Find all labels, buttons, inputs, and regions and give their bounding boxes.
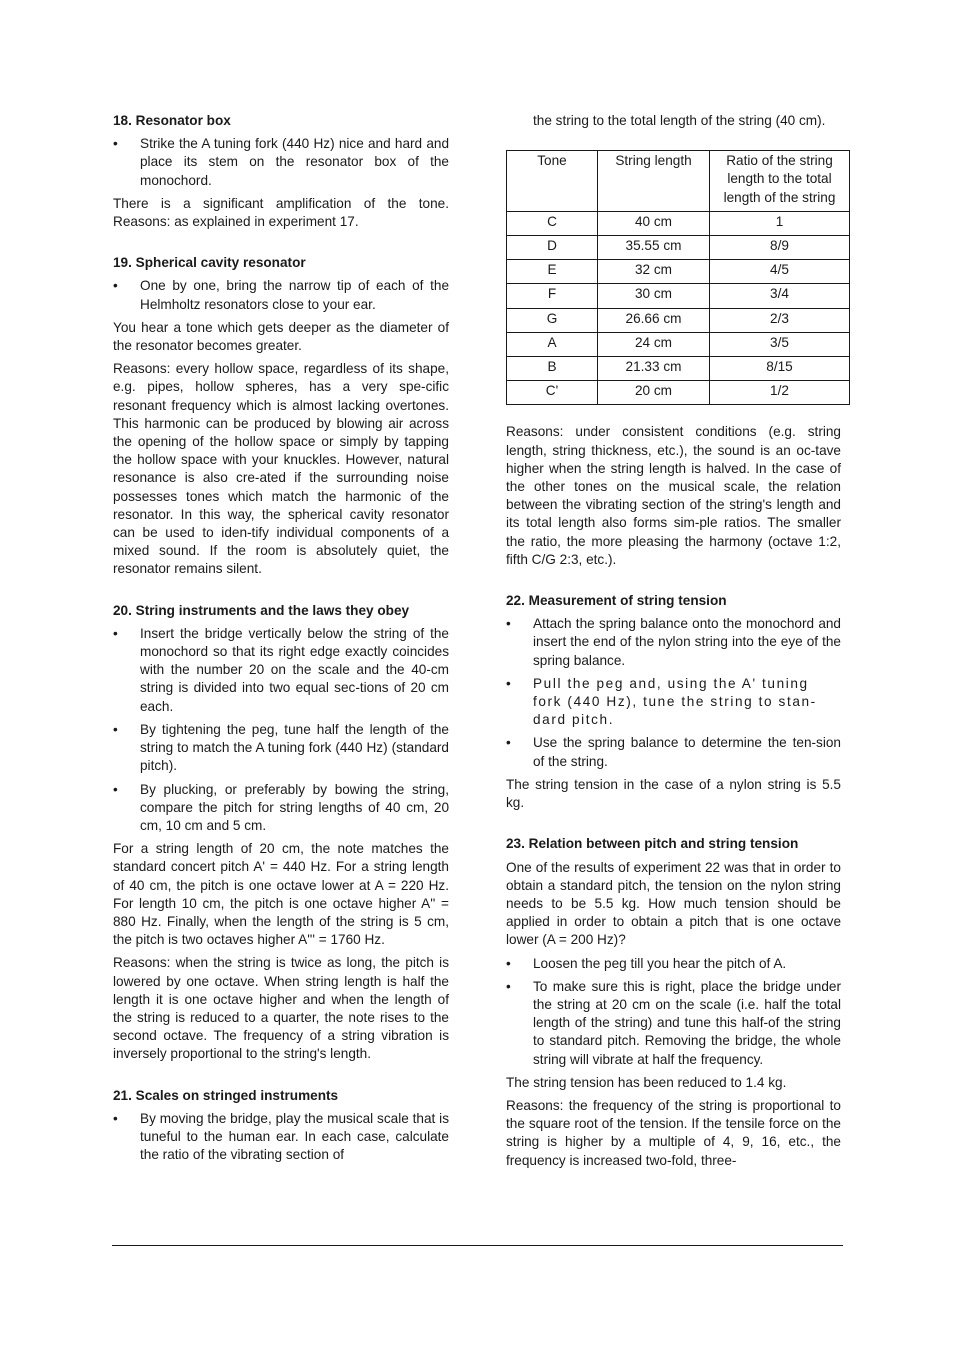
section-heading: 19. Spherical cavity resonator [113,255,306,271]
section-heading: 18. Resonator box [113,113,231,128]
list-item: • To make sure this is right, place the bridge under the string at 20 cm on the scale (i.e. half the total length of the string) and tune this half-of the string to standard pitch. Removing the bridge, the whole string will vibrate at half the frequency. [506,978,841,1069]
length-cell: 32 cm [598,260,710,284]
length-cell: 26.66 cm [598,308,710,332]
bullet-list [113,277,449,313]
bullet-list [113,625,449,835]
tone-cell: D [507,236,598,260]
paragraph: Reasons: under consistent conditions (e.g. string length, string thickness, etc.), the sound is an oc-tave higher when the string length is halved. In the case of the other tones on the musical scale, the relation between the vibrating section of the string's length and its total length also forms sim-ple ratios. The smaller the ratio, the more pleasing the harmony (octave 1:2, fifth C/G 2:3, etc.). [506,424,841,567]
ratio-cell: 1/2 [710,381,850,405]
section-21 [113,1087,449,1165]
paragraph: You hear a tone which gets deeper as the diameter of the resonator becomes greater. [113,319,449,354]
length-cell: 30 cm [598,284,710,308]
column-header: Tone [507,151,598,212]
paragraph: Reasons: when the string is twice as long, the pitch is lowered by one octave. When string length is half the length it is one octave higher and when the length of the string is reduced to a quarter, the note rises to the second octave. The frequency of a string vibration is inversely proportional to the string's length. [113,955,449,1062]
tone-cell: B [507,357,598,381]
table-row [507,236,850,260]
ratio-cell: 3/4 [710,284,850,308]
paragraph: The string tension has been reduced to 1.4 kg. [506,1074,787,1090]
list-item: • Pull the peg and, using the A' tuning fork (440 Hz), tune the string to stan-dard pitch. [506,675,841,730]
tone-cell: F [507,284,598,308]
bullet-list [506,615,841,771]
tone-cell: A [507,332,598,356]
footer-rule [112,1245,843,1246]
left-column [113,112,449,1169]
list-item: • Loosen the peg till you hear the pitch of A. [506,955,841,973]
continued-list-text: the string to the total length of the string (40 cm). [533,113,826,128]
paragraph: There is a significant amplification of the tone. Reasons: as explained in experiment 17. [113,195,449,230]
ratio-cell: 8/9 [710,236,850,260]
list-item: • Strike the A tuning fork (440 Hz) nice and hard and place its stem on the resonator box of the monochord. [113,135,449,190]
section-heading: 20. String instruments and the laws they obey [113,602,410,618]
ratio-cell: 2/3 [710,308,850,332]
section-heading: 22. Measurement of string tension [506,593,727,609]
paragraph: Reasons: the frequency of the string is proportional to the square root of the tension. If the tensile force on the string is higher by a multiple of 4, 9, 16, etc., the frequency is increased two-fold, three- [506,1097,841,1168]
section-20 [113,602,449,1064]
column-header: String length [598,151,710,212]
paragraph: For a string length of 20 cm, the note matches the standard concert pitch A' = 440 Hz. For a string length of 40 cm, the pitch is one octave lower at A = 220 Hz. For length 10 cm, the pitch is one octave higher A'' = 880 Hz. Finally, when the length of the string is 5 cm, the pitch is two octaves higher A''' = 1760 Hz. [113,841,449,948]
bullet-list [506,955,841,1069]
ratio-cell: 4/5 [710,260,850,284]
table-row [507,308,850,332]
list-item: • Use the spring balance to determine the ten-sion of the string. [506,734,841,770]
tone-cell: C [507,211,598,235]
list-item: • One by one, bring the narrow tip of each of the Helmholtz resonators close to your ear. [113,277,449,313]
length-cell: 20 cm [598,381,710,405]
table-row [507,211,850,235]
paragraph: Reasons: every hollow space, regardless of its shape, e.g. pipes, hollow spheres, has a very spe-cific resonant frequency which is almost lacking overtones. This harmonic can be produced by blowing air across the opening of the hollow space or simply by tapping the hollow space with your knuckles. However, natural resonance is also cre-ated if the surrounding noise possesses tones which match the harmonic of the resonator. In this way, the spherical cavity resonator can be used to iden-tify individual components of a mixed sound. If the room is absolutely quiet, the resonator remains silent. [113,361,449,577]
section-23 [506,835,841,1169]
table-row [507,381,850,405]
length-cell: 40 cm [598,211,710,235]
table-row [507,260,850,284]
tone-cell: C' [507,381,598,405]
list-item: • By moving the bridge, play the musical scale that is tuneful to the human ear. In each case, calculate the ratio of the vibrating section of [113,1110,449,1165]
table-row [507,332,850,356]
list-item: • By tightening the peg, tune half the length of the string to match the A tuning fork (440 Hz) (standard pitch). [113,721,449,776]
section-heading: 23. Relation between pitch and string tension [506,836,799,852]
ratio-cell: 1 [710,211,850,235]
length-cell: 24 cm [598,332,710,356]
tone-cell: G [507,308,598,332]
table-row [507,357,850,381]
list-item: • Attach the spring balance onto the monochord and insert the end of the nylon string into the eye of the spring balance. [506,615,841,670]
section-18 [113,112,449,231]
ratio-cell: 8/15 [710,357,850,381]
paragraph: The string tension in the case of a nylon string is 5.5 kg. [506,776,841,811]
section-19 [113,254,449,578]
scale-ratio-table [506,150,850,405]
tone-cell: E [507,260,598,284]
column-header: Ratio of the string length to the total length of the string [710,151,850,212]
paragraph: One of the results of experiment 22 was that in order to obtain a standard pitch, the tension on the nylon string needs to be 5.5 kg. How much tension should be applied in order to obtain a pitch that is one octave lower (A = 200 Hz)? [506,859,841,948]
list-item: • Insert the bridge vertically below the string of the monochord so that its right edge exactly coincides with the number 20 on the scale and the 40-cm string is divided into two equal sec-tions of 20 cm each. [113,625,449,716]
table-row [507,284,850,308]
section-heading: 21. Scales on stringed instruments [113,1087,339,1103]
table-header-row [507,151,850,212]
bullet-list [113,1110,449,1165]
right-column [506,112,841,1175]
section-22 [506,592,841,812]
length-cell: 35.55 cm [598,236,710,260]
list-item: • By plucking, or preferably by bowing the string, compare the pitch for string lengths of 40 cm, 20 cm, 10 cm and 5 cm. [113,781,449,836]
ratio-cell: 3/5 [710,332,850,356]
bullet-list [113,135,449,190]
length-cell: 21.33 cm [598,357,710,381]
